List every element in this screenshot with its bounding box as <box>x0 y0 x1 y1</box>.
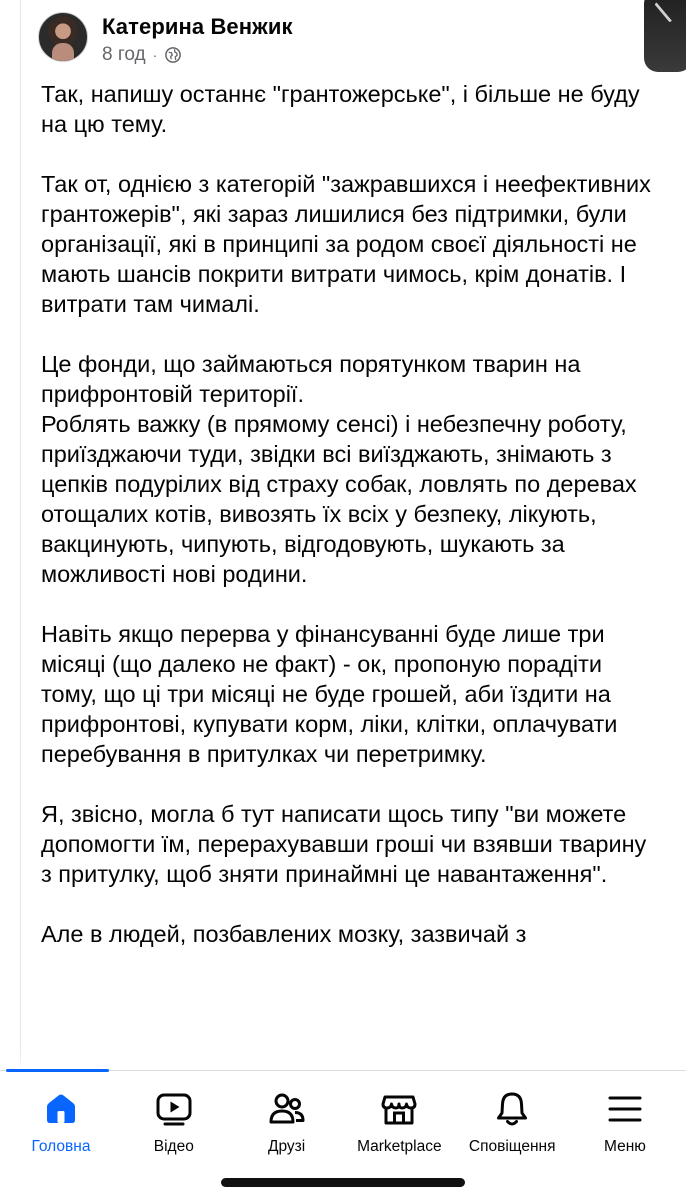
post-paragraph: Це фонди, що займаються порятунком тварин на прифронтовій території. Роблять важку (в прямому сенсі) і небезпечну роботу, приїзджаючи туди, звідки всі виїзджають, знімають з цепків подурілих від страху собак, ловлять по деревах отощалих котів, вивозять їх всіх у безпеку, лікують, вакцинують, чипують, відгодовують, шукають за можливості нові родини. <box>41 351 637 587</box>
nav-item-notifications[interactable] <box>457 1071 567 1156</box>
post-paragraph: Я, звісно, могла б тут написати щось типу "ви можете допомогти їм, перерахувавши гроші чи взявши тварину з притулку, щоб зняти принаймні це навантаження". <box>41 801 653 887</box>
author-avatar[interactable] <box>38 12 88 62</box>
friends-icon <box>267 1089 307 1129</box>
nav-item-friends[interactable] <box>232 1071 342 1156</box>
nav-item-video[interactable] <box>119 1071 229 1156</box>
post-text <box>41 79 658 949</box>
author-name[interactable]: Катерина Венжик <box>102 14 293 39</box>
post-paragraph: Навіть якщо перерва у фінансуванні буде лише три місяці (що далеко не факт) - ок, пропоную порадіти тому, що ці три місяці не буде грошей, аби їздити на прифронтові, купувати корм, ліки, клітки, оплачувати перебування в притулках чи перетримку. <box>41 621 624 767</box>
post-time[interactable]: 8 год <box>102 44 146 65</box>
nav-item-marketplace[interactable] <box>344 1071 454 1156</box>
overlay-button[interactable] <box>644 0 686 72</box>
nav-label-menu: Меню <box>604 1138 646 1155</box>
video-icon <box>154 1089 194 1129</box>
bell-icon <box>492 1089 532 1129</box>
globe-icon <box>164 46 182 64</box>
marketplace-icon <box>379 1089 419 1129</box>
nav-item-home[interactable] <box>6 1071 116 1156</box>
nav-item-menu[interactable] <box>570 1071 680 1156</box>
nav-label-notifications: Сповіщення <box>468 1138 556 1155</box>
home-icon <box>41 1089 81 1129</box>
post-card-border <box>20 0 21 1070</box>
post-paragraph: Так от, однією з категорій "зажравшихся і неефективних грантожерів", які зараз лишилися без підтримки, були організації, які в принципі за родом своєї діяльності не мають шансів покрити витрати чимось, крім донатів. І витрати там чималі. <box>41 171 658 317</box>
post-meta <box>102 44 293 66</box>
author-info <box>102 12 293 66</box>
post-header <box>38 12 293 72</box>
post-paragraph: Але в людей, позбавлених мозку, зазвичай з <box>41 921 527 947</box>
nav-label-friends: Друзі <box>267 1138 306 1155</box>
nav-label-video: Відео <box>153 1138 194 1155</box>
menu-icon <box>605 1089 645 1129</box>
home-indicator-bar[interactable] <box>221 1178 465 1187</box>
meta-separator: · <box>152 47 158 63</box>
nav-label-home: Головна <box>31 1138 91 1155</box>
active-tab-indicator <box>6 1069 109 1072</box>
nav-label-marketplace: Marketplace <box>357 1138 442 1155</box>
post-paragraph: Так, напишу останнє "грантожерське", і більше не буду на цю тему. <box>41 81 647 137</box>
